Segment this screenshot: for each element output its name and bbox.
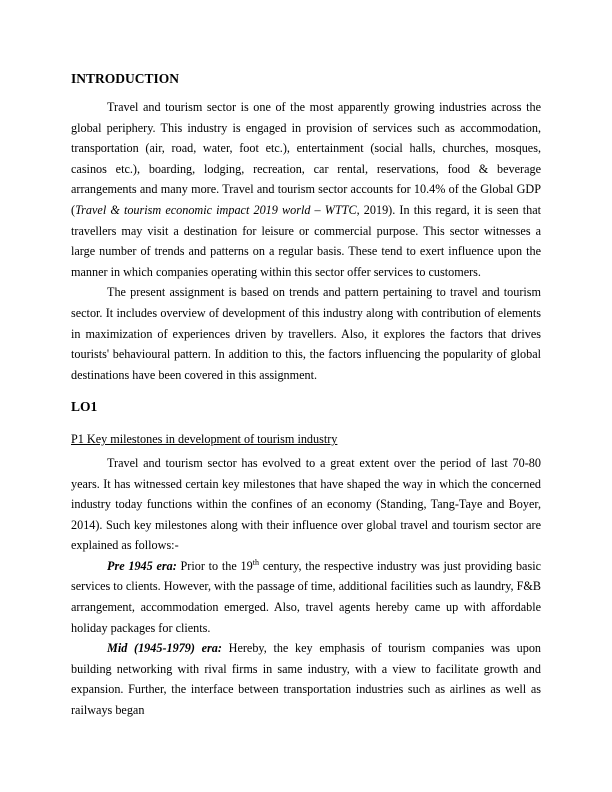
text-segment: Prior to the 19 xyxy=(180,558,253,573)
text-segment: , 2019). In this regard, it is seen that travellers may visit a destination for leisure or commercial purpose. This sector witnesses a large number of trends and patterns on a regular basis. These tend to exert influence upon the manner in which companies operating within this sector offer services to customers. xyxy=(71,202,541,279)
emphasized-text: Travel & tourism economic impact 2019 world – WTTC xyxy=(75,202,357,217)
intro-paragraph-1 xyxy=(71,97,541,282)
intro-paragraph-2 xyxy=(71,282,541,385)
text-segment: Travel and tourism sector has evolved to a great extent over the period of last 70-80 years. It has witnessed certain key milestones that have shaped the way in which the concerned industry today functions within the confines of an economy (Standing, Tang-Taye and Boyer, 2014). Such key milestones along with their influence over global travel and tourism sector are explained as follows:- xyxy=(71,455,541,553)
lo1-paragraph-mid1945-1979 xyxy=(71,638,541,720)
section-heading-introduction: INTRODUCTION xyxy=(71,71,180,86)
superscript-text: th xyxy=(252,557,259,567)
p1-subheading: P1 Key milestones in development of tourism industry xyxy=(71,432,338,447)
emphasized-text: Pre 1945 era: xyxy=(107,558,181,573)
lo1-paragraph-pre1945 xyxy=(71,556,541,638)
text-segment: Hereby, the key emphasis of tourism companies was upon building networking with rival firms in same industry, with a view to facilitate growth and expansion. Further, the interface between transportation industries such as airlines as well as railways began xyxy=(71,641,542,718)
text-segment: century, the respective industry was just providing basic services to clients. However, with the passage of time, additional facilities such as laundry, F&B arrangement, accommodation emerged. Also, travel agents hereby came up with affordable holiday packages for clients. xyxy=(71,558,541,635)
lo1-paragraph-1 xyxy=(71,453,541,556)
text-segment: Travel and tourism sector is one of the most apparently growing industries across the global periphery. This industry is engaged in provision of services such as accommodation, transportation (air, road, water, foot etc.), entertainment (social halls, churches, mosques, casinos etc.), boarding, lodging, recreation, car rental, reservations, food & beverage arrangements and many more. Travel and tourism sector accounts for 10.4% of the Global GDP ( xyxy=(71,100,541,217)
text-segment: The present assignment is based on trends and pattern pertaining to travel and tourism sector. It includes overview of development of this industry along with contribution of elements in maximization of experiences driven by travellers. Also, it explores the factors that drives tourists' behavioural pattern. In addition to this, the factors influencing the popularity of global destinations have been covered in this assignment. xyxy=(71,285,541,382)
section-heading-lo1: LO1 xyxy=(71,399,98,415)
emphasized-text: Mid (1945-1979) era: xyxy=(107,641,229,656)
